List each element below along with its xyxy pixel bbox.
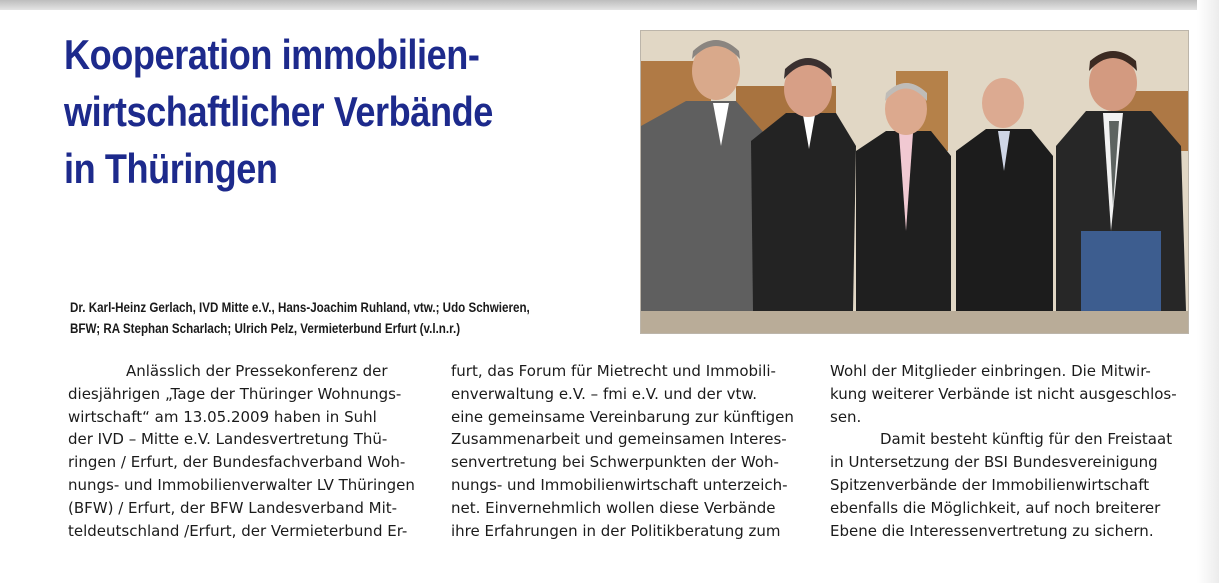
body-line: teldeutschland /Erfurt, der Vermieterbund Er- (68, 521, 408, 540)
body-line: ihre Erfahrungen in der Politikberatung zum (451, 521, 781, 540)
caption-line: BFW; RA Stephan Scharlach; Ulrich Pelz, Vermieterbund Erfurt (v.l.n.r.) (70, 321, 461, 336)
body-line: eine gemeinsame Vereinbarung zur künftigen (451, 407, 794, 426)
group-photo (640, 30, 1189, 334)
body-line: in Untersetzung der BSI Bundesvereinigung (830, 453, 1158, 472)
body-line: diesjährigen „Tage der Thüringer Wohnungs- (68, 384, 402, 403)
body-column-2 (451, 360, 811, 542)
body-line: Zusammenarbeit und gemeinsamen Interes- (451, 430, 787, 449)
body-line: Damit besteht künftig für den Freistaat (880, 430, 1173, 449)
body-line: ringen / Erfurt, der Bundesfachverband Woh- (68, 453, 406, 472)
body-line: der IVD – Mitte e.V. Landesvertretung Thü- (68, 430, 388, 449)
body-line: net. Einvernehmlich wollen diese Verbände (451, 498, 776, 517)
body-line: wirtschaft“ am 13.05.2009 haben in Suhl (68, 407, 377, 426)
body-line: furt, das Forum für Mietrecht und Immobili- (451, 362, 776, 380)
body-line: (BFW) / Erfurt, der BFW Landesverband Mit- (68, 498, 398, 517)
body-line: nungs- und Immobilienwirtschaft unterzeich- (451, 475, 788, 494)
scan-right-edge (1197, 0, 1219, 583)
headline-line: in Thüringen (64, 145, 278, 192)
body-line: Spitzenverbände der Immobilienwirtschaft (830, 475, 1150, 494)
photo-caption (70, 297, 534, 339)
body-line: Anlässlich der Pressekonferenz der (126, 362, 388, 380)
body-line: sen. (830, 407, 862, 426)
body-line: enverwaltung e.V. – fmi e.V. und der vtw. (451, 384, 758, 403)
body-line: Wohl der Mitglieder einbringen. Die Mitwir- (830, 362, 1151, 380)
headline-line: Kooperation immobilien- (64, 31, 480, 78)
body-line: kung weiterer Verbände ist nicht ausgeschlos- (830, 384, 1177, 403)
article-headline (64, 26, 546, 197)
body-line: ebenfalls die Möglichkeit, auf noch breiterer (830, 498, 1161, 517)
body-column-1 (68, 360, 428, 542)
headline-line: wirtschaftlicher Verbände (64, 88, 493, 135)
scan-top-edge (0, 0, 1219, 10)
body-line: senvertretung bei Schwerpunkten der Woh- (451, 453, 779, 472)
body-column-3 (830, 360, 1190, 542)
body-line: nungs- und Immobilienverwalter LV Thüringen (68, 475, 415, 494)
caption-line: Dr. Karl-Heinz Gerlach, IVD Mitte e.V., Hans-Joachim Ruhland, vtw.; Udo Schwieren, (70, 300, 530, 315)
body-line: Ebene die Interessenvertretung zu sichern. (830, 521, 1154, 540)
